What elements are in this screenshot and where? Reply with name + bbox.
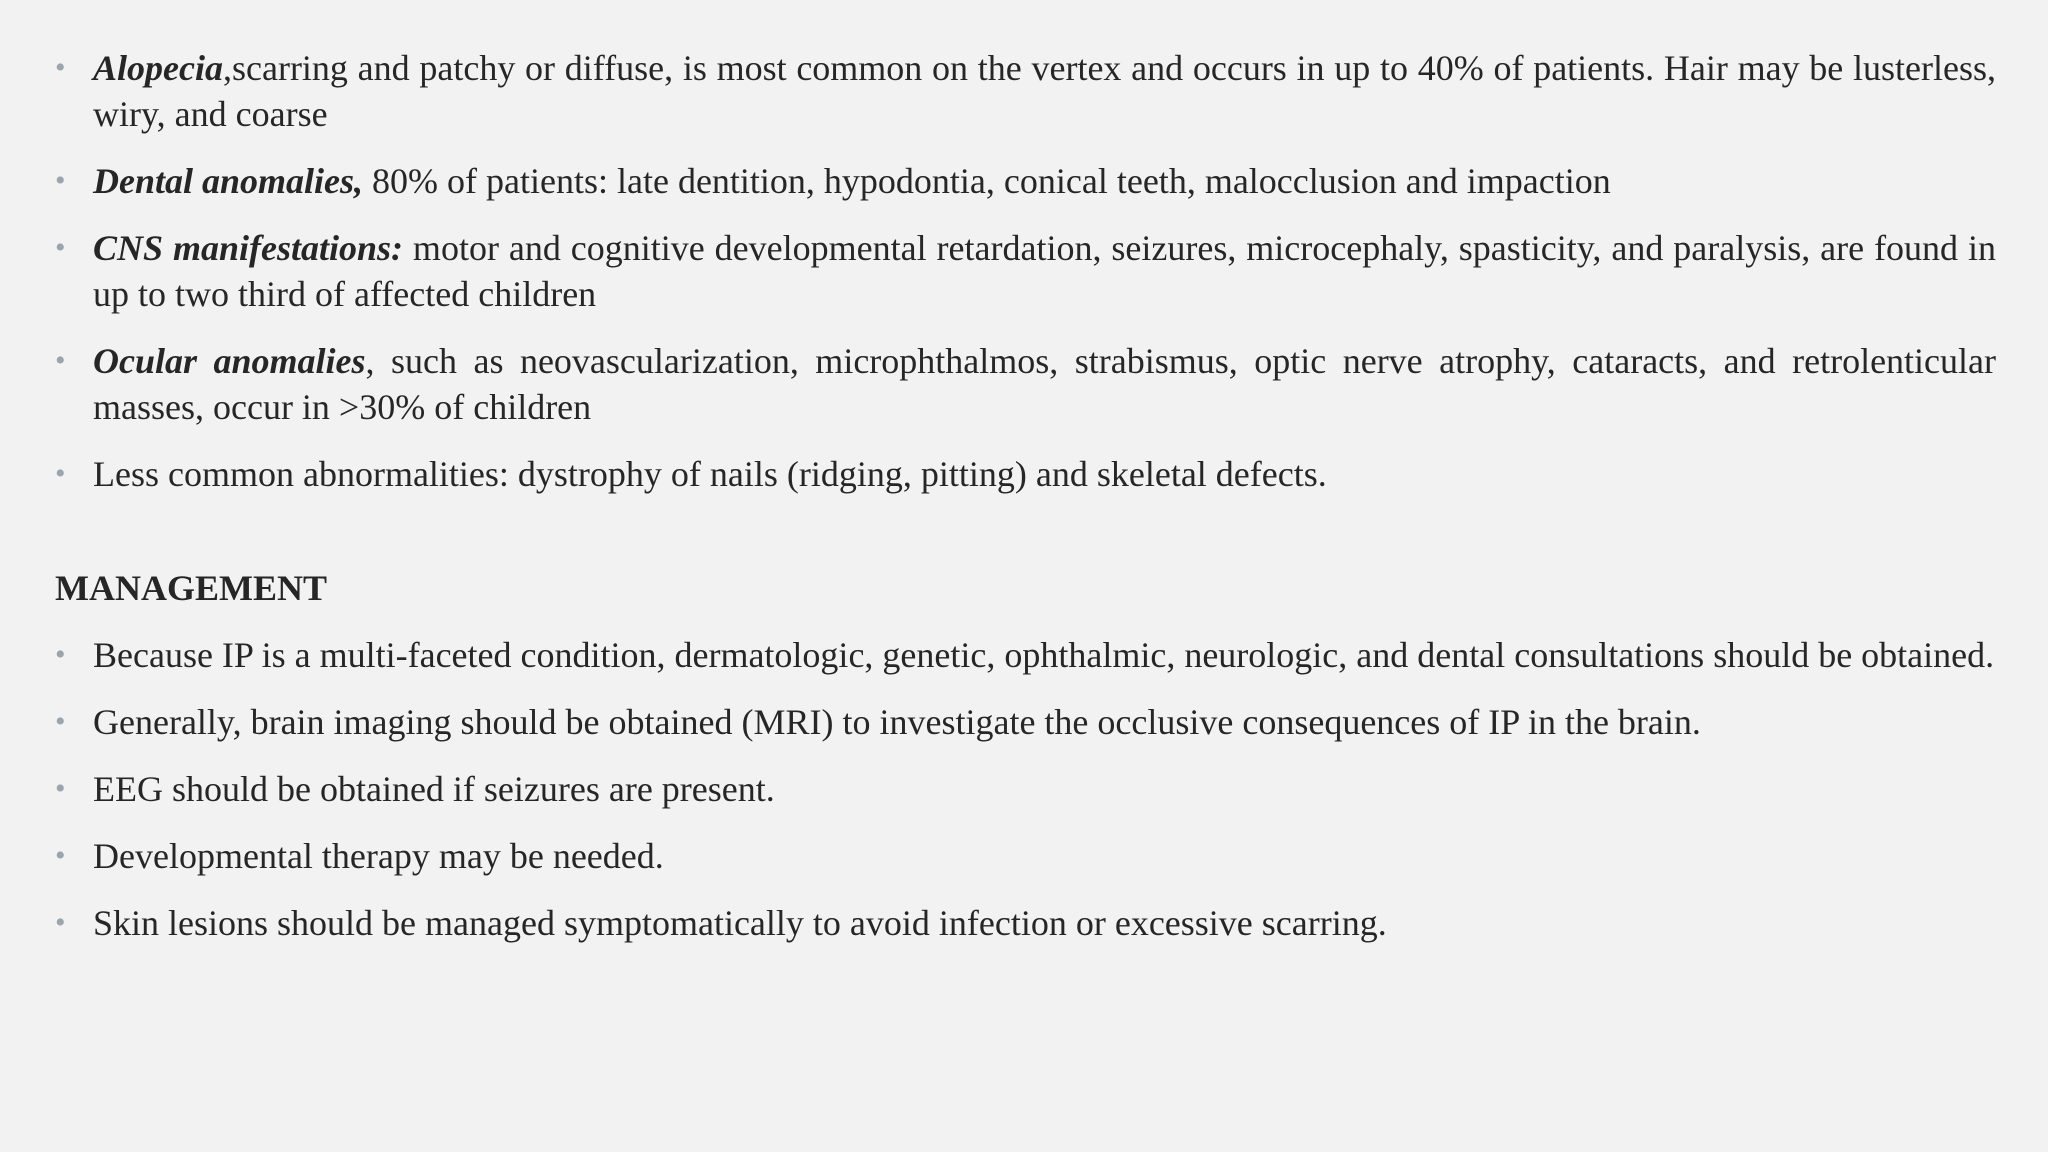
bullet-icon: • xyxy=(55,344,66,377)
management-heading: MANAGEMENT xyxy=(55,568,327,608)
management-text: Because IP is a multi-faceted condition, dermatologic, genetic, ophthalmic, neurologic, and dental consultations should be obtained. xyxy=(93,635,1995,675)
bullet-icon: • xyxy=(55,772,66,805)
management-text: Skin lesions should be managed symptomatically to avoid infection or excessive scarring. xyxy=(93,903,1387,943)
management-item xyxy=(55,699,1996,745)
symptom-text: , such as neovascularization, microphthalmos, strabismus, optic nerve atrophy, cataracts, and retrolenticular masses, occur in >30% of children xyxy=(93,341,1996,427)
management-item xyxy=(55,632,1996,678)
bullet-icon: • xyxy=(55,164,66,197)
symptom-item-ocular xyxy=(55,338,1996,430)
management-item xyxy=(55,900,1996,946)
management-list xyxy=(55,632,1996,946)
symptom-item-cns xyxy=(55,225,1996,317)
symptom-text: motor and cognitive developmental retardation, seizures, microcephaly, spasticity, and paralysis, are found in up to two third of affected children xyxy=(93,228,1996,314)
symptom-item-less-common xyxy=(55,451,1996,497)
bullet-icon: • xyxy=(55,906,66,939)
symptom-text: 80% of patients: late dentition, hypodontia, conical teeth, malocclusion and impaction xyxy=(363,161,1611,201)
bullet-icon: • xyxy=(55,457,66,490)
symptom-lead: CNS manifestations: xyxy=(93,228,403,268)
bullet-icon: • xyxy=(55,839,66,872)
symptom-text: Less common abnormalities: dystrophy of nails (ridging, pitting) and skeletal defects. xyxy=(93,454,1327,494)
management-text: EEG should be obtained if seizures are present. xyxy=(93,769,775,809)
bullet-icon: • xyxy=(55,231,66,264)
bullet-icon: • xyxy=(55,51,66,84)
symptom-item-dental xyxy=(55,158,1996,204)
symptom-list xyxy=(55,45,1996,497)
symptom-lead: Ocular anomalies xyxy=(93,341,366,381)
bullet-icon: • xyxy=(55,638,66,671)
symptom-lead: Dental anomalies, xyxy=(93,161,364,201)
bullet-icon: • xyxy=(55,705,66,738)
management-text: Developmental therapy may be needed. xyxy=(93,836,664,876)
management-item xyxy=(55,833,1996,879)
symptom-text: ,scarring and patchy or diffuse, is most common on the vertex and occurs in up to 40% of patients. Hair may be lusterless, wiry, and coarse xyxy=(93,48,1996,134)
symptom-lead: Alopecia xyxy=(93,48,223,88)
symptom-item-alopecia xyxy=(55,45,1996,137)
management-text: Generally, brain imaging should be obtained (MRI) to investigate the occlusive consequences of IP in the brain. xyxy=(93,702,1701,742)
management-item xyxy=(55,766,1996,812)
